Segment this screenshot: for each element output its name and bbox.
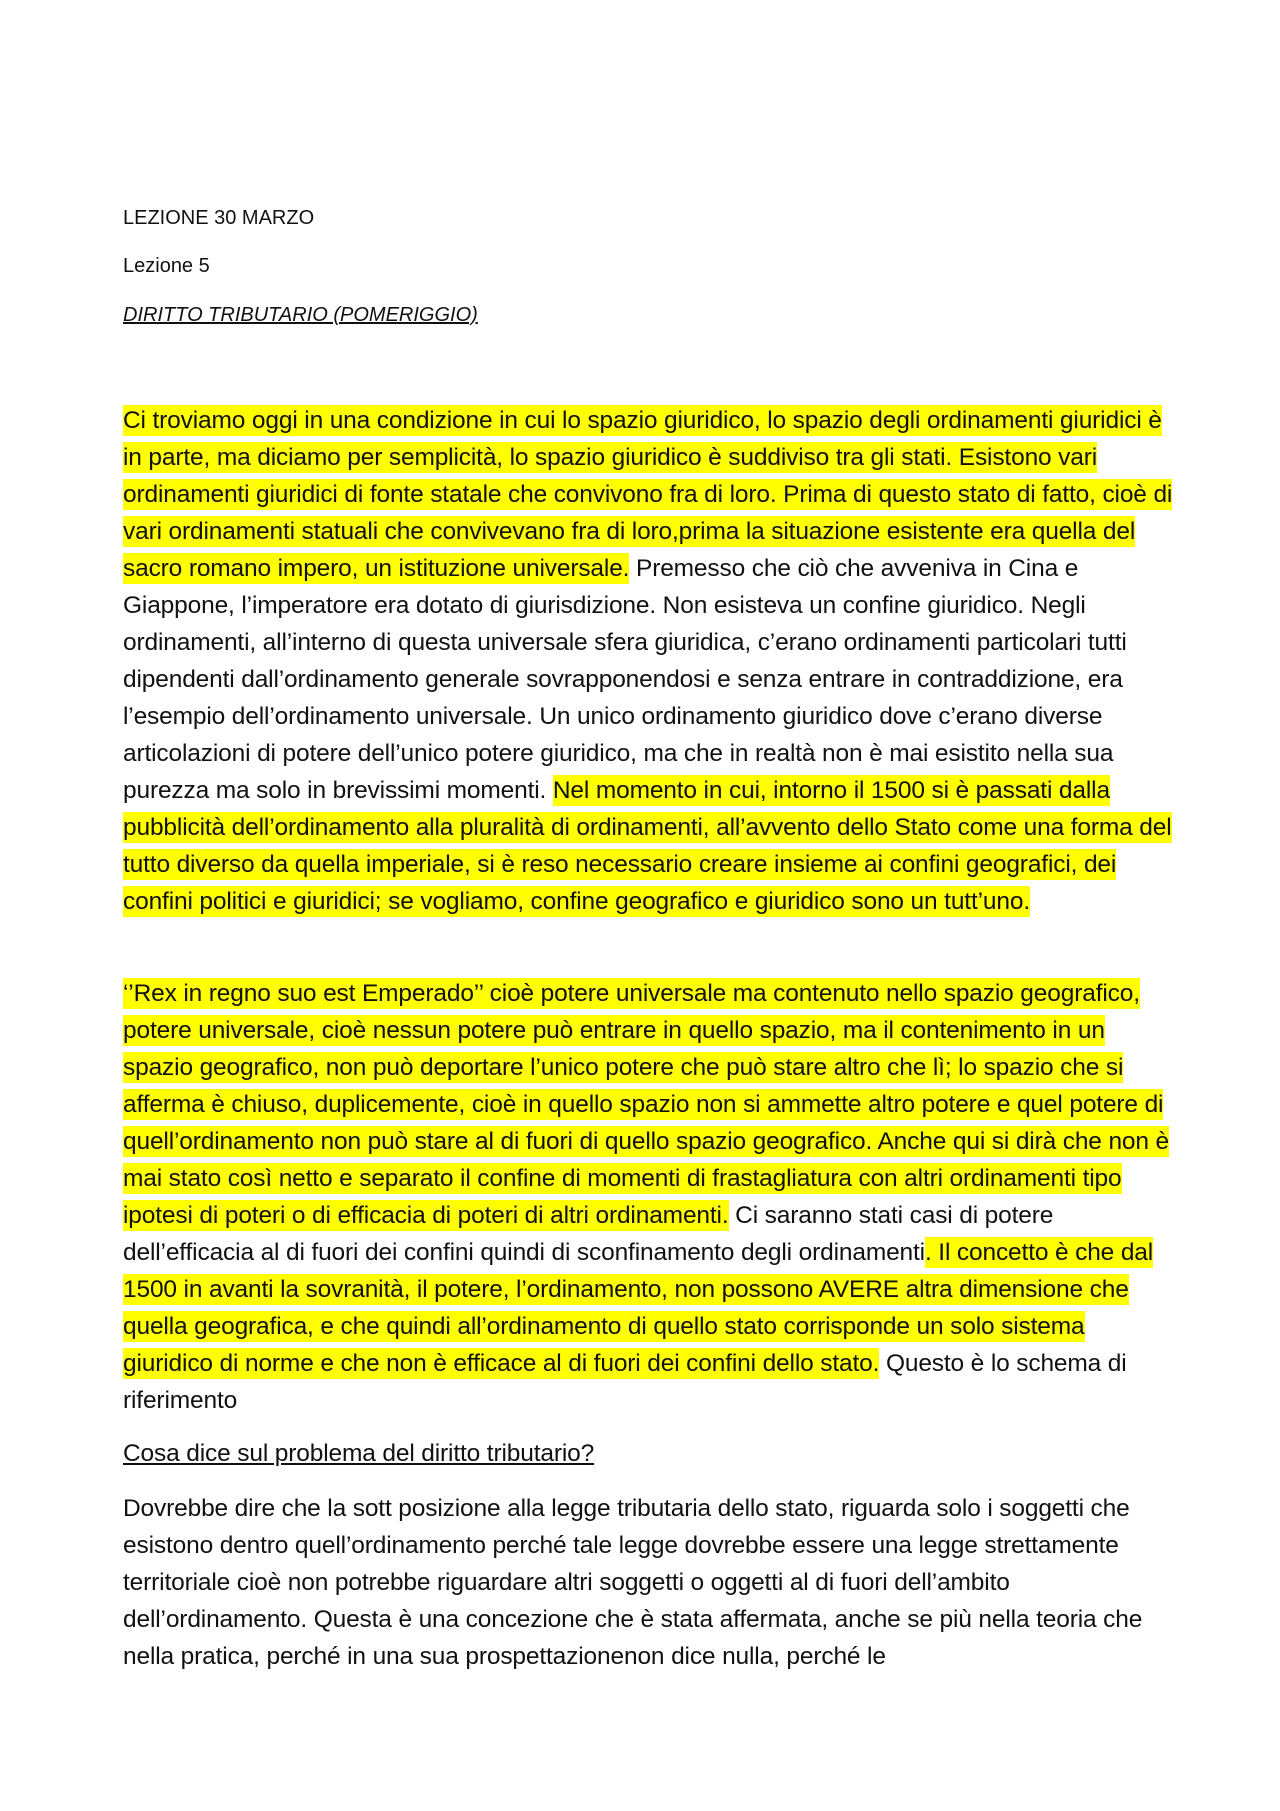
paragraph-2 <box>123 975 1173 1419</box>
lesson-date-heading: LEZIONE 30 MARZO <box>123 207 315 229</box>
highlighted-text: Ci troviamo oggi in una condizione in cui lo spazio giuridico, lo spazio degli ordinamenti giuridici è in parte, ma diciamo per semplicità, lo spazio giuridico è suddiviso tra gli stati. Esistono vari ordinamenti giuridici di fonte statale che convivono fra di loro. Prima di questo stato di fatto, cioè di vari ordinamenti statuali che convivevano fra di loro,prima la situazione esistente era quella del sacro romano impero, un istituzione universale. <box>123 407 1173 582</box>
plain-text: Premesso che ciò che avveniva in Cina e Giappone, l’imperatore era dotato di giurisdizione. Non esisteva un confine giuridico. Negli ordinamenti, all’interno di questa universale sfera giuridica, c’erano ordinamenti particolari tutti dipendenti dall’ordinamento generale sovrapponendosi e senza entrare in contraddizione, era l’esempio dell’ordinamento universale. Un unico ordinamento giuridico dove c’erano diverse articolazioni di potere dell’unico potere giuridico, ma che in realtà non è mai esistito nella sua purezza ma solo in brevissimi momenti. <box>123 555 1127 804</box>
highlighted-text: Nel momento in cui, intorno il 1500 si è passati dalla pubblicità dell’ordinamento alla pluralità di ordinamenti, all’avvento dello Stato come una forma del tutto diverso da quella imperiale, si è reso necessario creare insieme ai confini geografici, dei confini politici e giuridici; se vogliamo, confine geografico e giuridico sono un tutt’uno. <box>123 777 1172 915</box>
plain-text: Questo è lo schema di riferimento <box>123 1350 1127 1414</box>
highlighted-text: . Il concetto è che dal 1500 in avanti la sovranità, il potere, l’ordinamento, non possono AVERE altra dimensione che quella geografica, e che quindi all’ordinamento di quello stato corrisponde un solo sistema giuridico di norme e che non è efficace al di fuori dei confini dello stato. <box>123 1239 1154 1377</box>
lesson-number: Lezione 5 <box>123 255 210 277</box>
plain-text: Ci saranno stati casi di potere dell’efficacia al di fuori dei confini quindi di sconfinamento degli ordinamenti <box>123 1202 1054 1266</box>
highlighted-text: ‘’Rex in regno suo est Emperado’’ cioè potere universale ma contenuto nello spazio geografico, potere universale, cioè nessun potere può entrare in quello spazio, ma il contenimento in un spazio geografico, non può deportare l’unico potere che può stare altro che lì; lo spazio che si afferma è chiuso, duplicemente, cioè in quello spazio non si ammette altro potere e quel potere di quell’ordinamento non può stare al di fuori di quello spazio geografico. Anche qui si dirà che non è mai stato così netto e separato il confine di momenti di frastagliatura con altri ordinamenti tipo ipotesi di poteri o di efficacia di poteri di altri ordinamenti. <box>123 980 1170 1229</box>
paragraph-1 <box>123 402 1173 920</box>
section-question: Cosa dice sul problema del diritto tributario? <box>123 1440 595 1467</box>
subject-title: DIRITTO TRIBUTARIO (POMERIGGIO) <box>123 304 478 326</box>
paragraph-4: Dovrebbe dire che la sott posizione alla legge tributaria dello stato, riguarda solo i soggetti che esistono dentro quell’ordinamento perché tale legge dovrebbe essere una legge strettamente territoriale cioè non potrebbe riguardare altri soggetti o oggetti al di fuori dell’ambito dell’ordinamento. Questa è una concezione che è stata affermata, anche se più nella teoria che nella pratica, perché in una sua prospettazionenon dice nulla, perché le <box>123 1495 1143 1670</box>
